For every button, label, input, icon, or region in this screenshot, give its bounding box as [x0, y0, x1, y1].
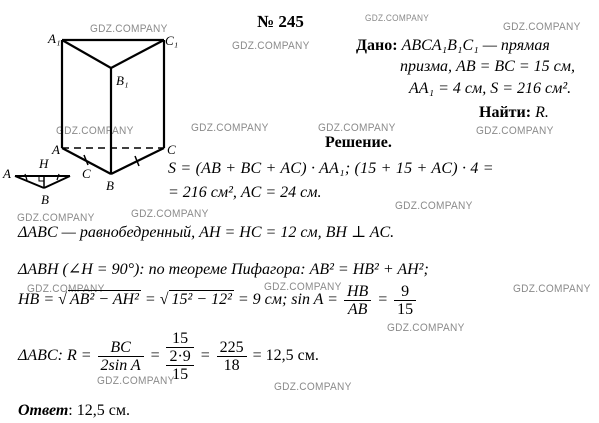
hb-eq: = — [140, 291, 160, 309]
find-value: R. — [535, 104, 549, 121]
label-b1: B₁ — [116, 73, 129, 88]
watermark: GDZ.COMPANY — [17, 212, 95, 224]
watermark: GDZ.COMPANY — [56, 125, 134, 137]
solution-heading: Решение. — [325, 134, 392, 151]
r-frac2 — [166, 330, 193, 383]
hb-line: HB = √ AB² − AH² = √ 15² − 12² = 9 см; sin A = $\frac{HB}{AB}$ = $\frac{9}{15}$ — [18, 283, 418, 318]
edge-b1-c1 — [111, 40, 164, 68]
watermark: GDZ.COMPANY — [232, 40, 310, 52]
tri-b-c — [44, 176, 70, 188]
watermark: GDZ.COMPANY — [476, 125, 554, 137]
prism-figure — [0, 25, 190, 225]
tri-a-b — [15, 176, 44, 188]
given-line3: AA₁ = 4 см, S = 216 см². — [409, 80, 572, 97]
r-result: = 12,5 см. — [248, 347, 319, 365]
sin-frac-den: AB — [347, 301, 368, 318]
watermark: GDZ.COMPANY — [191, 122, 269, 134]
answer-line — [18, 402, 130, 420]
label-b: B — [106, 178, 114, 193]
watermark: GDZ.COMPANY — [90, 23, 168, 35]
isosceles-line: ΔABC — равнобедренный, AH = HC = 12 см, BH ⊥ AC. — [18, 224, 395, 241]
given-line2: призма, AB = BC = 15 см, — [400, 58, 575, 75]
watermark: GDZ.COMPANY — [513, 283, 591, 295]
sin-frac-value — [394, 283, 416, 318]
label-tri-a: A — [3, 166, 11, 181]
watermark: GDZ.COMPANY — [395, 200, 473, 212]
sin-value-den: 15 — [397, 301, 414, 318]
label-c: C — [167, 142, 176, 157]
label-tri-h: H — [39, 156, 49, 171]
hb-sqrt2: 15² − 12² — [171, 291, 232, 309]
hb-sqrt1: AB² − AH² — [69, 291, 139, 309]
r-frac3-den: 18 — [223, 357, 240, 374]
watermark: GDZ.COMPANY — [365, 13, 430, 23]
watermark: GDZ.COMPANY — [503, 21, 581, 33]
r-frac2-den: 2·9 — [166, 348, 193, 366]
r-frac3-num: 225 — [217, 339, 247, 357]
label-c1: C₁ — [165, 33, 179, 48]
r-frac2-num: 15 — [166, 330, 193, 348]
pythagoras-line: ΔABH (∠H = 90°): по теореме Пифагора: AB² = HB² + AH²; — [18, 261, 429, 278]
hb-left: HB = — [18, 291, 59, 309]
area-equation-cont: = 216 см², AC = 24 см. — [168, 184, 322, 201]
label-tri-c: C — [82, 166, 91, 181]
watermark: GDZ.COMPANY — [274, 381, 352, 393]
r-frac-num: BC — [98, 339, 144, 357]
hb-rest: = 9 см; sin A = — [233, 291, 342, 309]
sin-frac-num: HB — [344, 283, 371, 301]
area-equation: S = (AB + BC + AC) · AA₁; (15 + 15 + AC) · 4 = — [168, 160, 494, 177]
find-line — [479, 104, 549, 122]
label-a1: A₁ — [48, 31, 61, 46]
watermark: GDZ.COMPANY — [97, 375, 175, 387]
r-frac2-den2: 15 — [172, 366, 189, 383]
answer-value: : 12,5 см. — [68, 402, 130, 419]
sin-frac — [344, 283, 371, 318]
answer-label: Ответ — [18, 402, 69, 419]
watermark: GDZ.COMPANY — [387, 322, 465, 334]
sin-value-num: 9 — [394, 283, 416, 301]
watermark: GDZ.COMPANY — [131, 208, 209, 220]
r-frac-den: 2sin A — [100, 357, 141, 374]
find-label: Найти: — [479, 104, 532, 121]
watermark: GDZ.COMPANY — [318, 122, 396, 134]
given-line1 — [356, 37, 550, 55]
r-frac — [98, 339, 144, 374]
label-a: A — [52, 142, 60, 157]
given-text1: ABCA₁B₁C₁ — прямая — [401, 37, 550, 54]
problem-number: № 245 — [257, 12, 304, 31]
r-left: ΔABC: R = — [18, 347, 96, 365]
edge-a1-b1 — [62, 40, 111, 68]
watermark: GDZ.COMPANY — [264, 281, 342, 293]
radius-line: ΔABC: R = $\frac{BC}{\text{2sin A}}$ = 15 2·9 15 = $\frac{225}{18}$ = 12,5 см. — [18, 330, 319, 383]
r-frac3 — [217, 339, 247, 374]
watermark: GDZ.COMPANY — [27, 283, 105, 295]
given-label: Дано: — [356, 37, 398, 54]
label-tri-b: B — [41, 192, 49, 207]
